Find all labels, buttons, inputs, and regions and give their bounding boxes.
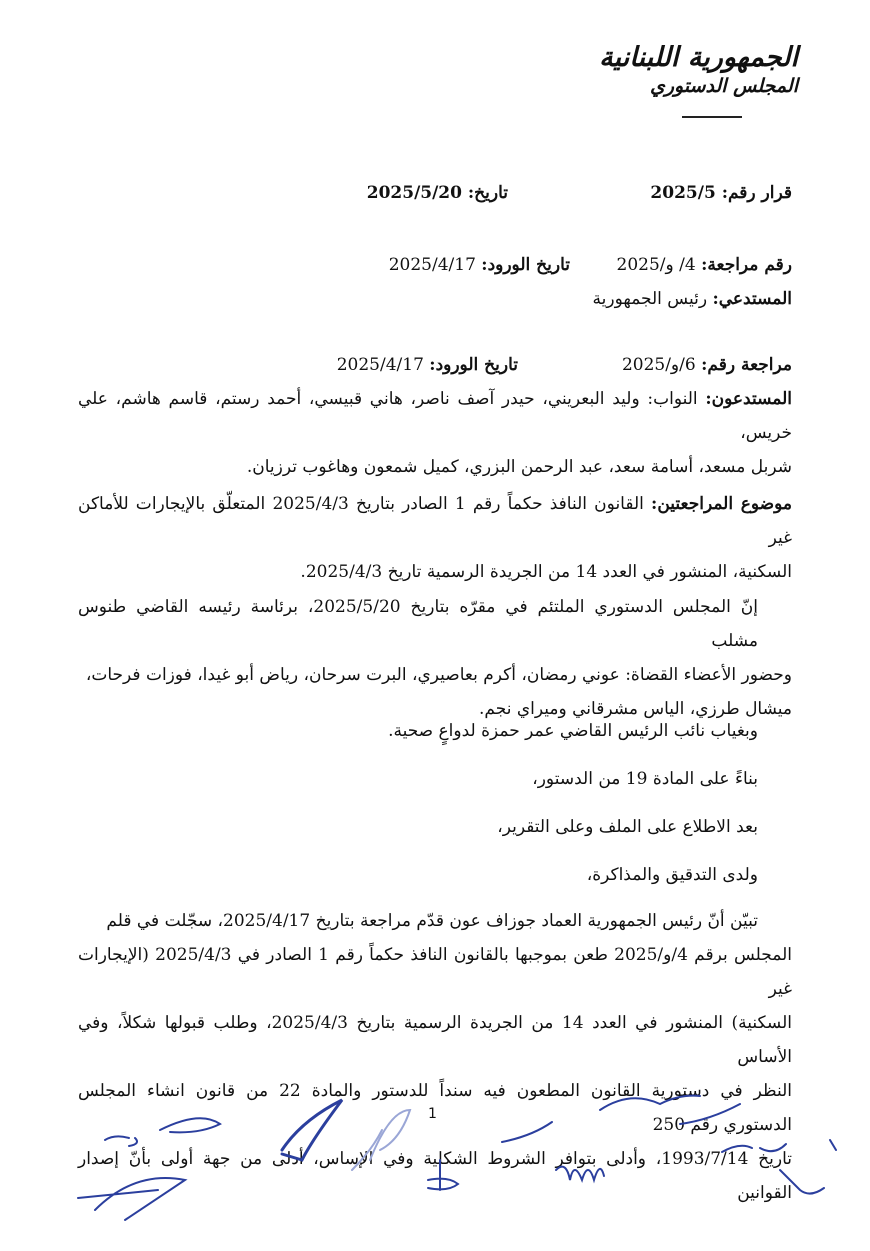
review1-arrival-label: تاريخ الورود:	[481, 255, 570, 275]
review2-number-value: 6/و/2025	[621, 355, 696, 375]
review1-number-label: رقم مراجعة:	[701, 255, 792, 275]
review1-number	[617, 252, 792, 278]
intro-line1: إنّ المجلس الدستوري الملتئم في مقرّه بتاريخ 2025/5/20، برئاسة رئيسه القاضي طنوس مشلب	[78, 597, 758, 651]
review1-arrival-date: 2025/4/17	[388, 255, 476, 275]
signature-11	[780, 1140, 836, 1194]
signature-5	[352, 1110, 410, 1170]
decision-date-label: تاريخ:	[467, 183, 508, 203]
preamble-deliberation: ولدى التدقيق والمذاكرة،	[586, 865, 758, 885]
letterhead-underline	[682, 116, 742, 118]
review2-number	[622, 352, 792, 378]
review2-claimants	[78, 382, 792, 484]
signature-3	[78, 1178, 185, 1220]
subject	[78, 487, 792, 589]
letterhead-republic: الجمهورية اللبنانية	[599, 42, 798, 73]
body-line1: تبيّن أنّ رئيس الجمهورية العماد جوزاف عون قدّم مراجعة بتاريخ 2025/4/17، سجّلت في قلم	[106, 911, 758, 931]
intro-line3: ميشال طرزي، الياس مشرقاني وميراي نجم.	[479, 699, 792, 719]
decision-date	[367, 180, 508, 206]
review1-number-value: 4/ و/2025	[616, 255, 696, 275]
signatures	[0, 1080, 870, 1251]
signature-10	[722, 1144, 786, 1152]
subject-line1: القانون النافذ حكماً رقم 1 الصادر بتاريخ 2025/4/3 المتعلّق بالإيجارات للأماكن غير	[78, 494, 792, 548]
signature-1	[105, 1136, 137, 1146]
decision-number-value: 2025/5	[650, 183, 716, 203]
preamble-article: بناءً على المادة 19 من الدستور،	[532, 769, 758, 789]
review2-claimants-line2: شربل مسعد، أسامة سعد، عبد الرحمن البزري، كميل شمعون وهاغوب ترزيان.	[246, 457, 792, 477]
review2-claimants-line1: النواب: وليد البعريني، حيدر آصف ناصر، هاني قبيسي، أحمد رستم، قاسم هاشم، علي خريس،	[78, 389, 792, 443]
review2-claimants-label: المستدعون:	[705, 389, 793, 409]
page-number: 1	[428, 1106, 437, 1122]
decision-date-value: 2025/5/20	[366, 183, 462, 203]
body-line3: السكنية) المنشور في العدد 14 من الجريدة الرسمية بتاريخ 2025/4/3، وطلب قبولها شكلاً، وفي الأساس	[78, 1013, 792, 1067]
signature-4	[282, 1100, 342, 1160]
review1-claimant-label: المستدعي:	[712, 289, 792, 309]
subject-label: موضوع المراجعتين:	[651, 494, 792, 514]
body-line2: المجلس برقم 4/و/2025 طعن بموجبها بالقانون النافذ حكماً رقم 1 الصادر في 2025/4/3 (الإيجارات غير	[78, 945, 792, 999]
intro-line2: وحضور الأعضاء القضاة: عوني رمضان، أكرم بعاصيري، البرت سرحان، رياض أبو غيدا، فوزات فرحات،	[85, 665, 792, 685]
subject-line2: السكنية، المنشور في العدد 14 من الجريدة الرسمية تاريخ 2025/4/3.	[300, 562, 792, 582]
review1-arrival	[389, 252, 570, 278]
review2-arrival-date: 2025/4/17	[336, 355, 424, 375]
signature-2	[160, 1118, 220, 1132]
preamble-absence: وبغياب نائب الرئيس القاضي عمر حمزة لدواعٍ صحية.	[388, 721, 758, 741]
signature-8	[556, 1167, 604, 1180]
signature-6	[428, 1160, 458, 1190]
signature-9	[600, 1096, 740, 1124]
preamble-review: بعد الاطلاع على الملف وعلى التقرير،	[497, 817, 758, 837]
decision-number	[650, 180, 792, 206]
body-line4: النظر في دستورية القانون المطعون فيه سنداً للدستور والمادة 22 من قانون انشاء المجلس الدستوري رقم 250	[78, 1081, 792, 1135]
review2-arrival	[337, 352, 518, 378]
review1-claimant-value: رئيس الجمهورية	[592, 289, 708, 309]
body-line5: تاريخ 1993/7/14، وأدلى بتوافر الشروط الشكلية وفي الإساس، أدلى من جهة أولى بأنّ إصدار القوانين	[78, 1149, 792, 1203]
review1-claimant	[593, 286, 792, 312]
signature-7	[502, 1122, 552, 1142]
review2-number-label: مراجعة رقم:	[701, 355, 792, 375]
letterhead	[598, 42, 798, 97]
intro-paragraph	[78, 590, 792, 726]
review2-arrival-label: تاريخ الورود:	[429, 355, 518, 375]
decision-number-label: قرار رقم:	[721, 183, 792, 203]
letterhead-council: المجلس الدستوري	[649, 75, 798, 97]
